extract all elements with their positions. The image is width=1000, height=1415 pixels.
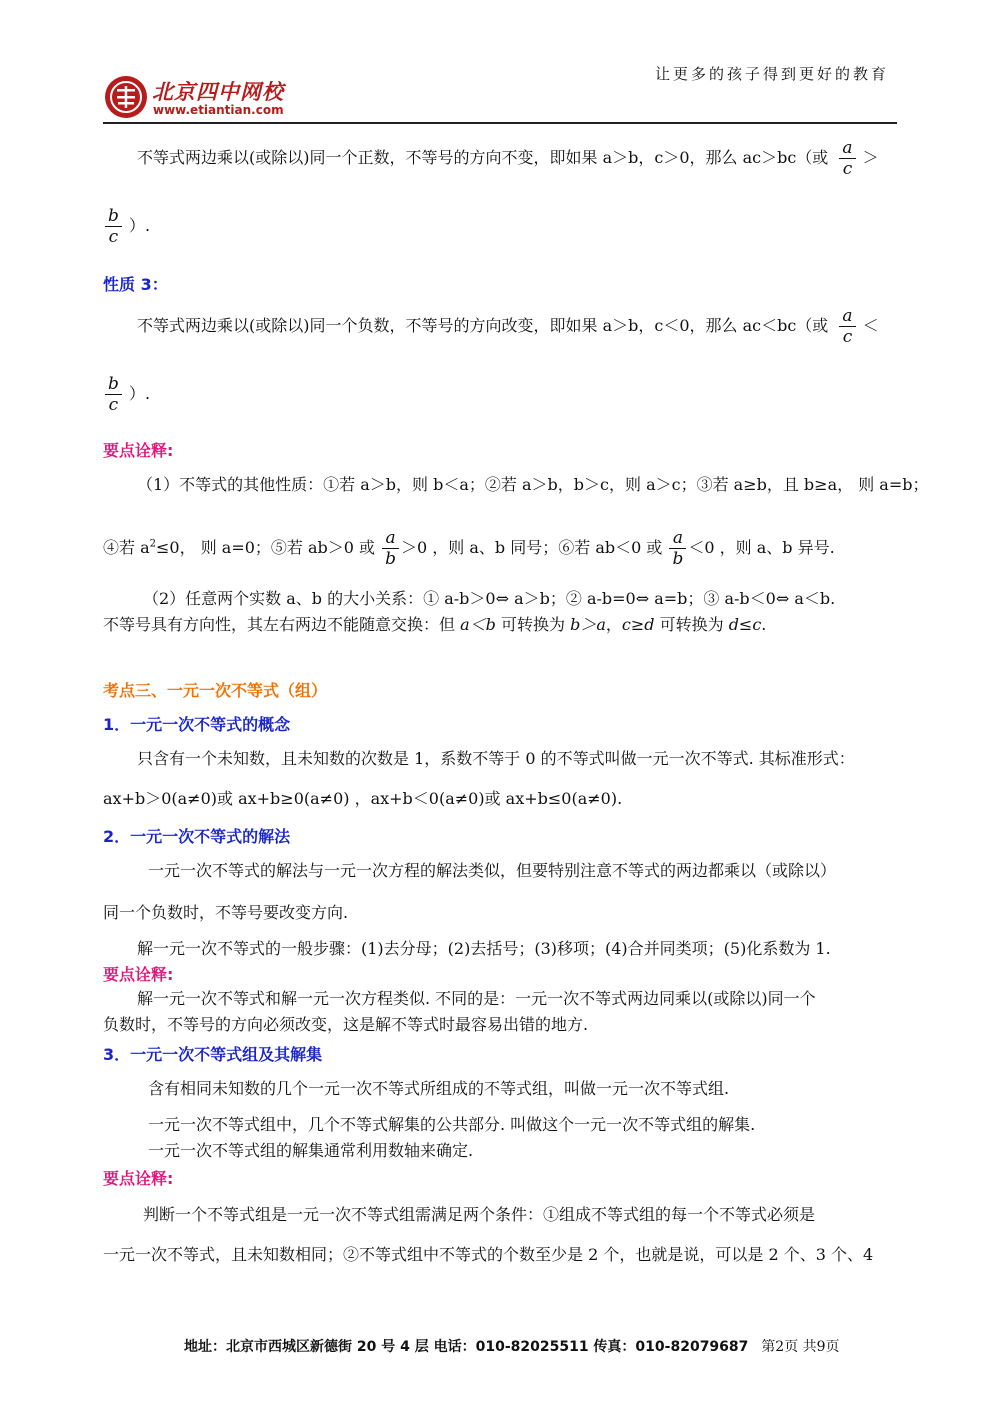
- header-divider: [103, 122, 897, 124]
- footer-page-number: 第2页 共9页: [761, 1339, 840, 1355]
- section-3-note-1: 判断一个不等式组是一元一次不等式组需满足两个条件：①组成不等式组的每一个不等式必须是: [143, 1205, 816, 1224]
- key-point-3-heading: 考点三、一元一次不等式（组）: [103, 681, 328, 700]
- note-1-line-1: （1）不等式的其他性质：①若 a＞b，则 b＜a；②若 a＞b，b＞c，则 a＞c；③若 a≥b，且 b≥a， 则 a=b；: [137, 475, 929, 494]
- paragraph-negative-multiply-tail: $\frac{b}{c}$ ）.: [103, 374, 150, 415]
- section-2-para-1: 一元一次不等式的解法与一元一次方程的解法类似，但要特别注意不等式的两边都乘以（或除以）: [148, 861, 837, 880]
- fraction-b-over-c-2: $\frac{b}{c}$: [105, 374, 122, 415]
- section-1-para-1: 只含有一个未知数，且未知数的次数是 1，系数不等于 0 的不等式叫做一元一次不等式. 其标准形式：: [137, 749, 855, 768]
- section-2-note-2: 负数时，不等号的方向必须改变，这是解不等式时最容易出错的地方.: [103, 1015, 589, 1034]
- note-2-line-1: （2）任意两个实数 a、b 的大小关系：① a-b＞0⇔ a＞b；② a-b=0⇔ a=b；③ a-b＜0⇔ a＜b.: [143, 589, 836, 608]
- note-heading-2: 要点诠释:: [103, 965, 174, 984]
- paragraph-positive-multiply: 不等式两边乘以(或除以)同一个正数，不等号的方向不变，即如果 a＞b，c＞0，那么 ac＞bc（或 $\frac{a}{c}$ ＞: [137, 138, 879, 179]
- note-2-line-2: 不等号具有方向性，其左右两边不能随意交换：但 a＜b 可转换为 b＞a，c≥d 可转换为 d≤c.: [103, 615, 767, 634]
- fraction-a-over-c: $\frac{a}{c}$: [839, 138, 855, 179]
- fraction-a-over-c-2: $\frac{a}{c}$: [839, 306, 855, 347]
- footer-address: 地址：北京市西城区新德街 20 号 4 层 电话：010-82025511 传真：010-82079687: [184, 1339, 749, 1355]
- section-2-para-3: 解一元一次不等式的一般步骤：(1)去分母；(2)去括号；(3)移项；(4)合并同类项；(5)化系数为 1.: [137, 939, 831, 958]
- section-1-para-2: ax+b＞0(a≠0)或 ax+b≥0(a≠0) ，ax+b＜0(a≠0)或 ax+b≤0(a≠0).: [103, 789, 623, 808]
- fraction-b-over-c: $\frac{b}{c}$: [105, 206, 122, 247]
- section-3-para-2: 一元一次不等式组中，几个不等式解集的公共部分. 叫做这个一元一次不等式组的解集.: [148, 1115, 756, 1134]
- note-heading-1: 要点诠释:: [103, 441, 174, 460]
- logo-text: 北京四中网校: [152, 80, 284, 104]
- note-heading-3: 要点诠释:: [103, 1169, 174, 1188]
- section-2-note-1: 解一元一次不等式和解一元一次方程类似. 不同的是：一元一次不等式两边同乘以(或除以)同一个: [137, 989, 816, 1008]
- section-3-para-1: 含有相同未知数的几个一元一次不等式所组成的不等式组，叫做一元一次不等式组.: [148, 1079, 730, 1098]
- header-slogan: 让更多的孩子得到更好的教育: [655, 65, 890, 83]
- school-logo-icon: [103, 74, 149, 120]
- section-1-heading: 1．一元一次不等式的概念: [103, 715, 291, 734]
- section-3-note-2: 一元一次不等式，且未知数相同；②不等式组中不等式的个数至少是 2 个，也就是说，可以是 2 个、3 个、4: [103, 1245, 874, 1264]
- fraction-a-over-b-2: $\frac{a}{b}$: [669, 528, 686, 569]
- property-3-heading: 性质 3：: [103, 275, 168, 294]
- fraction-a-over-b: $\frac{a}{b}$: [382, 528, 399, 569]
- footer: [184, 1336, 840, 1356]
- logo-url: www.etiantian.com: [153, 103, 284, 117]
- section-2-para-2: 同一个负数时，不等号要改变方向.: [103, 903, 349, 922]
- note-1-line-2: ④若 $a^2\le 0$， 则 a=0；⑤若 ab＞0 或 $\frac{a}{b}$ ＞0 ，则 a、b 同号；⑥若 ab＜0 或 $\frac{a}{b}$ ＜0 ，则 a、b 异号.: [103, 528, 835, 569]
- paragraph-negative-multiply: 不等式两边乘以(或除以)同一个负数，不等号的方向改变，即如果 a＞b，c＜0，那么 ac＜bc（或 $\frac{a}{c}$ ＜: [137, 306, 879, 347]
- section-3-heading: 3．一元一次不等式组及其解集: [103, 1045, 323, 1064]
- paragraph-positive-multiply-tail: $\frac{b}{c}$ ）.: [103, 206, 150, 247]
- section-3-para-3: 一元一次不等式组的解集通常利用数轴来确定.: [148, 1141, 474, 1160]
- section-2-heading: 2．一元一次不等式的解法: [103, 827, 291, 846]
